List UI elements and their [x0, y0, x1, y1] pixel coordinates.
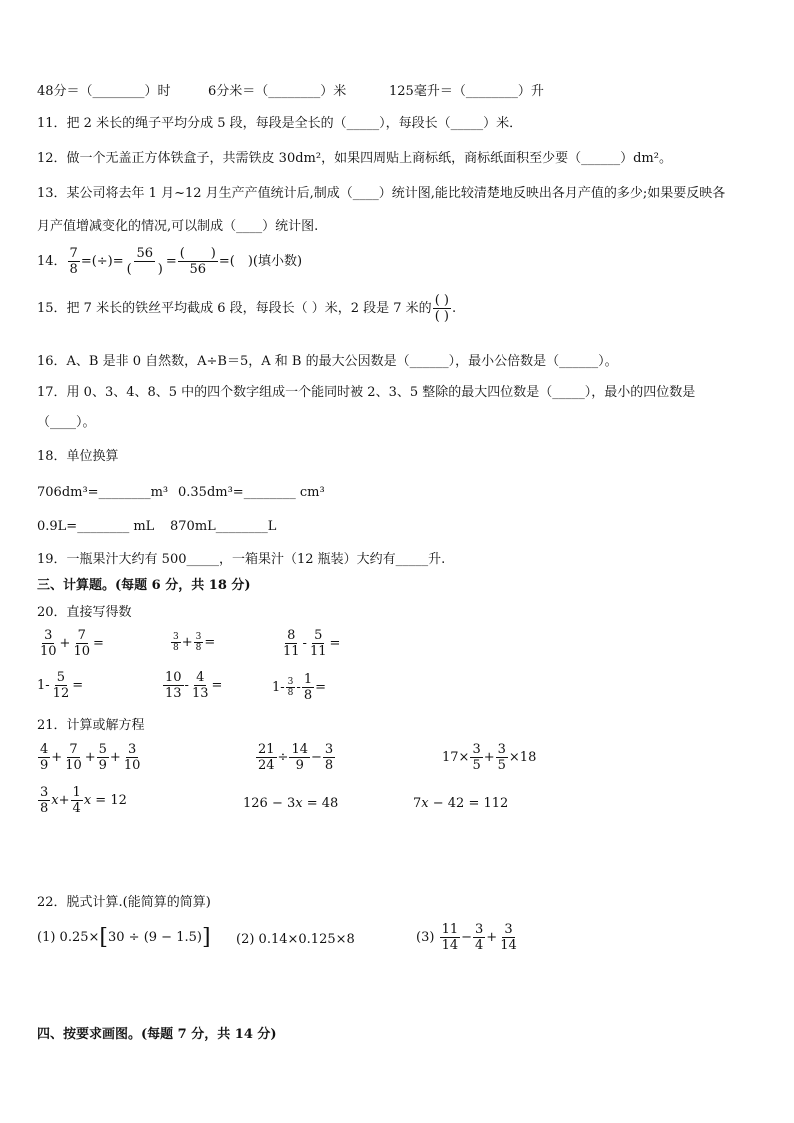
question-13-line1: 13．某公司将去年 1 月~12 月生产产值统计后,制成（____）统计图,能比较清楚地反映出各月产值的多少;如果要反映各 — [37, 186, 726, 201]
question-15: 15．把 7 米长的铁丝平均截成 6 段，每段长（ ）米，2 段是 7 米的 $\frac{( )}{( )}$ . — [37, 293, 457, 324]
question-18: 18．单位换算 — [37, 449, 119, 464]
expr-20-1: $\frac{3}{10}$ + $\frac{7}{10}$ = — [40, 628, 104, 659]
question-17-line2: （____）。 — [37, 415, 96, 430]
expr-21-5: 126 − 3x = 48 — [243, 796, 339, 811]
expr-22-2: (2) 0.14×0.125×8 — [236, 932, 355, 947]
question-22: 22．脱式计算.(能简算的简算) — [37, 895, 211, 910]
conv-a: 48分＝（________）时 — [37, 84, 171, 99]
conv-18-b: 0.35dm³=________ cm³ — [178, 485, 325, 500]
conv-18-a: 706dm³=________m³ — [37, 485, 169, 500]
conv-c: 125毫升＝（________）升 — [389, 84, 544, 99]
expr-21-2: $\frac{21}{24}$ ÷ $\frac{14}{9}$ − $\frac{3}{8}$ — [258, 742, 334, 773]
question-19: 19．一瓶果汁大约有 500_____，一箱果汁（12 瓶装）大约有_____升. — [37, 552, 446, 567]
question-20: 20．直接写得数 — [37, 605, 132, 620]
question-16: 16．A、B 是非 0 自然数，A÷B＝5，A 和 B 的最大公因数是（______），最小公倍数是（______）。 — [37, 354, 618, 369]
conv-18-c: 0.9L=________ mL — [37, 519, 155, 534]
section-3-heading: 三、计算题。(每题 6 分，共 18 分) — [37, 578, 251, 593]
conv-18-d: 870mL________L — [170, 519, 277, 534]
section-4-heading: 四、按要求画图。(每题 7 分，共 14 分) — [37, 1027, 277, 1042]
conv-b: 6分米＝（________）米 — [208, 84, 347, 99]
question-12: 12．做一个无盖正方体铁盒子，共需铁皮 30dm²，如果四周贴上商标纸，商标纸面积至少要（______）dm²。 — [37, 151, 672, 166]
expr-20-3: $\frac{8}{11}$ - $\frac{5}{11}$ = — [283, 628, 341, 659]
expr-22-1: (1) 0.25×[30 ÷ (9 − 1.5)] — [37, 925, 211, 950]
question-11: 11．把 2 米长的绳子平均分成 5 段，每段是全长的（_____），每段长（_____）米． — [37, 116, 523, 131]
question-21: 21．计算或解方程 — [37, 718, 145, 733]
expr-20-5: $\frac{10}{13}$ - $\frac{4}{13}$ = — [165, 670, 223, 701]
question-17-line1: 17．用 0、3、4、8、5 中的四个数字组成一个能同时被 2、3、5 整除的最大四位数是（_____），最小的四位数是 — [37, 385, 696, 400]
expr-21-1: $\frac{4}{9}$ + $\frac{7}{10}$ + $\frac{5}{9}$ + $\frac{3}{10}$ — [40, 742, 141, 773]
expr-22-3: (3) $\frac{11}{14}$ − $\frac{3}{4}$ + $\frac{3}{14}$ — [416, 922, 517, 953]
expr-20-2: $\frac{3}{8}$ + $\frac{3}{8}$ = — [173, 632, 216, 653]
question-14: 14． $\frac{7}{8}$ =(÷)= $\frac{56}{( )}$ = $\frac{( )}{56}$ =( )(填小数) — [37, 246, 303, 277]
expr-20-4: 1- $\frac{5}{12}$ = — [37, 670, 84, 701]
question-13-line2: 月产值增减变化的情况,可以制成（____）统计图. — [37, 219, 319, 234]
expr-21-4: $\frac{3}{8}$ x+ $\frac{1}{4}$ x = 12 — [40, 785, 127, 816]
expr-20-6: 1- $\frac{3}{8}$ - $\frac{1}{8}$ = — [272, 672, 326, 703]
expr-21-3: 17× $\frac{3}{5}$ + $\frac{3}{5}$ ×18 — [442, 742, 537, 773]
expr-21-6: 7x − 42 = 112 — [413, 796, 509, 811]
